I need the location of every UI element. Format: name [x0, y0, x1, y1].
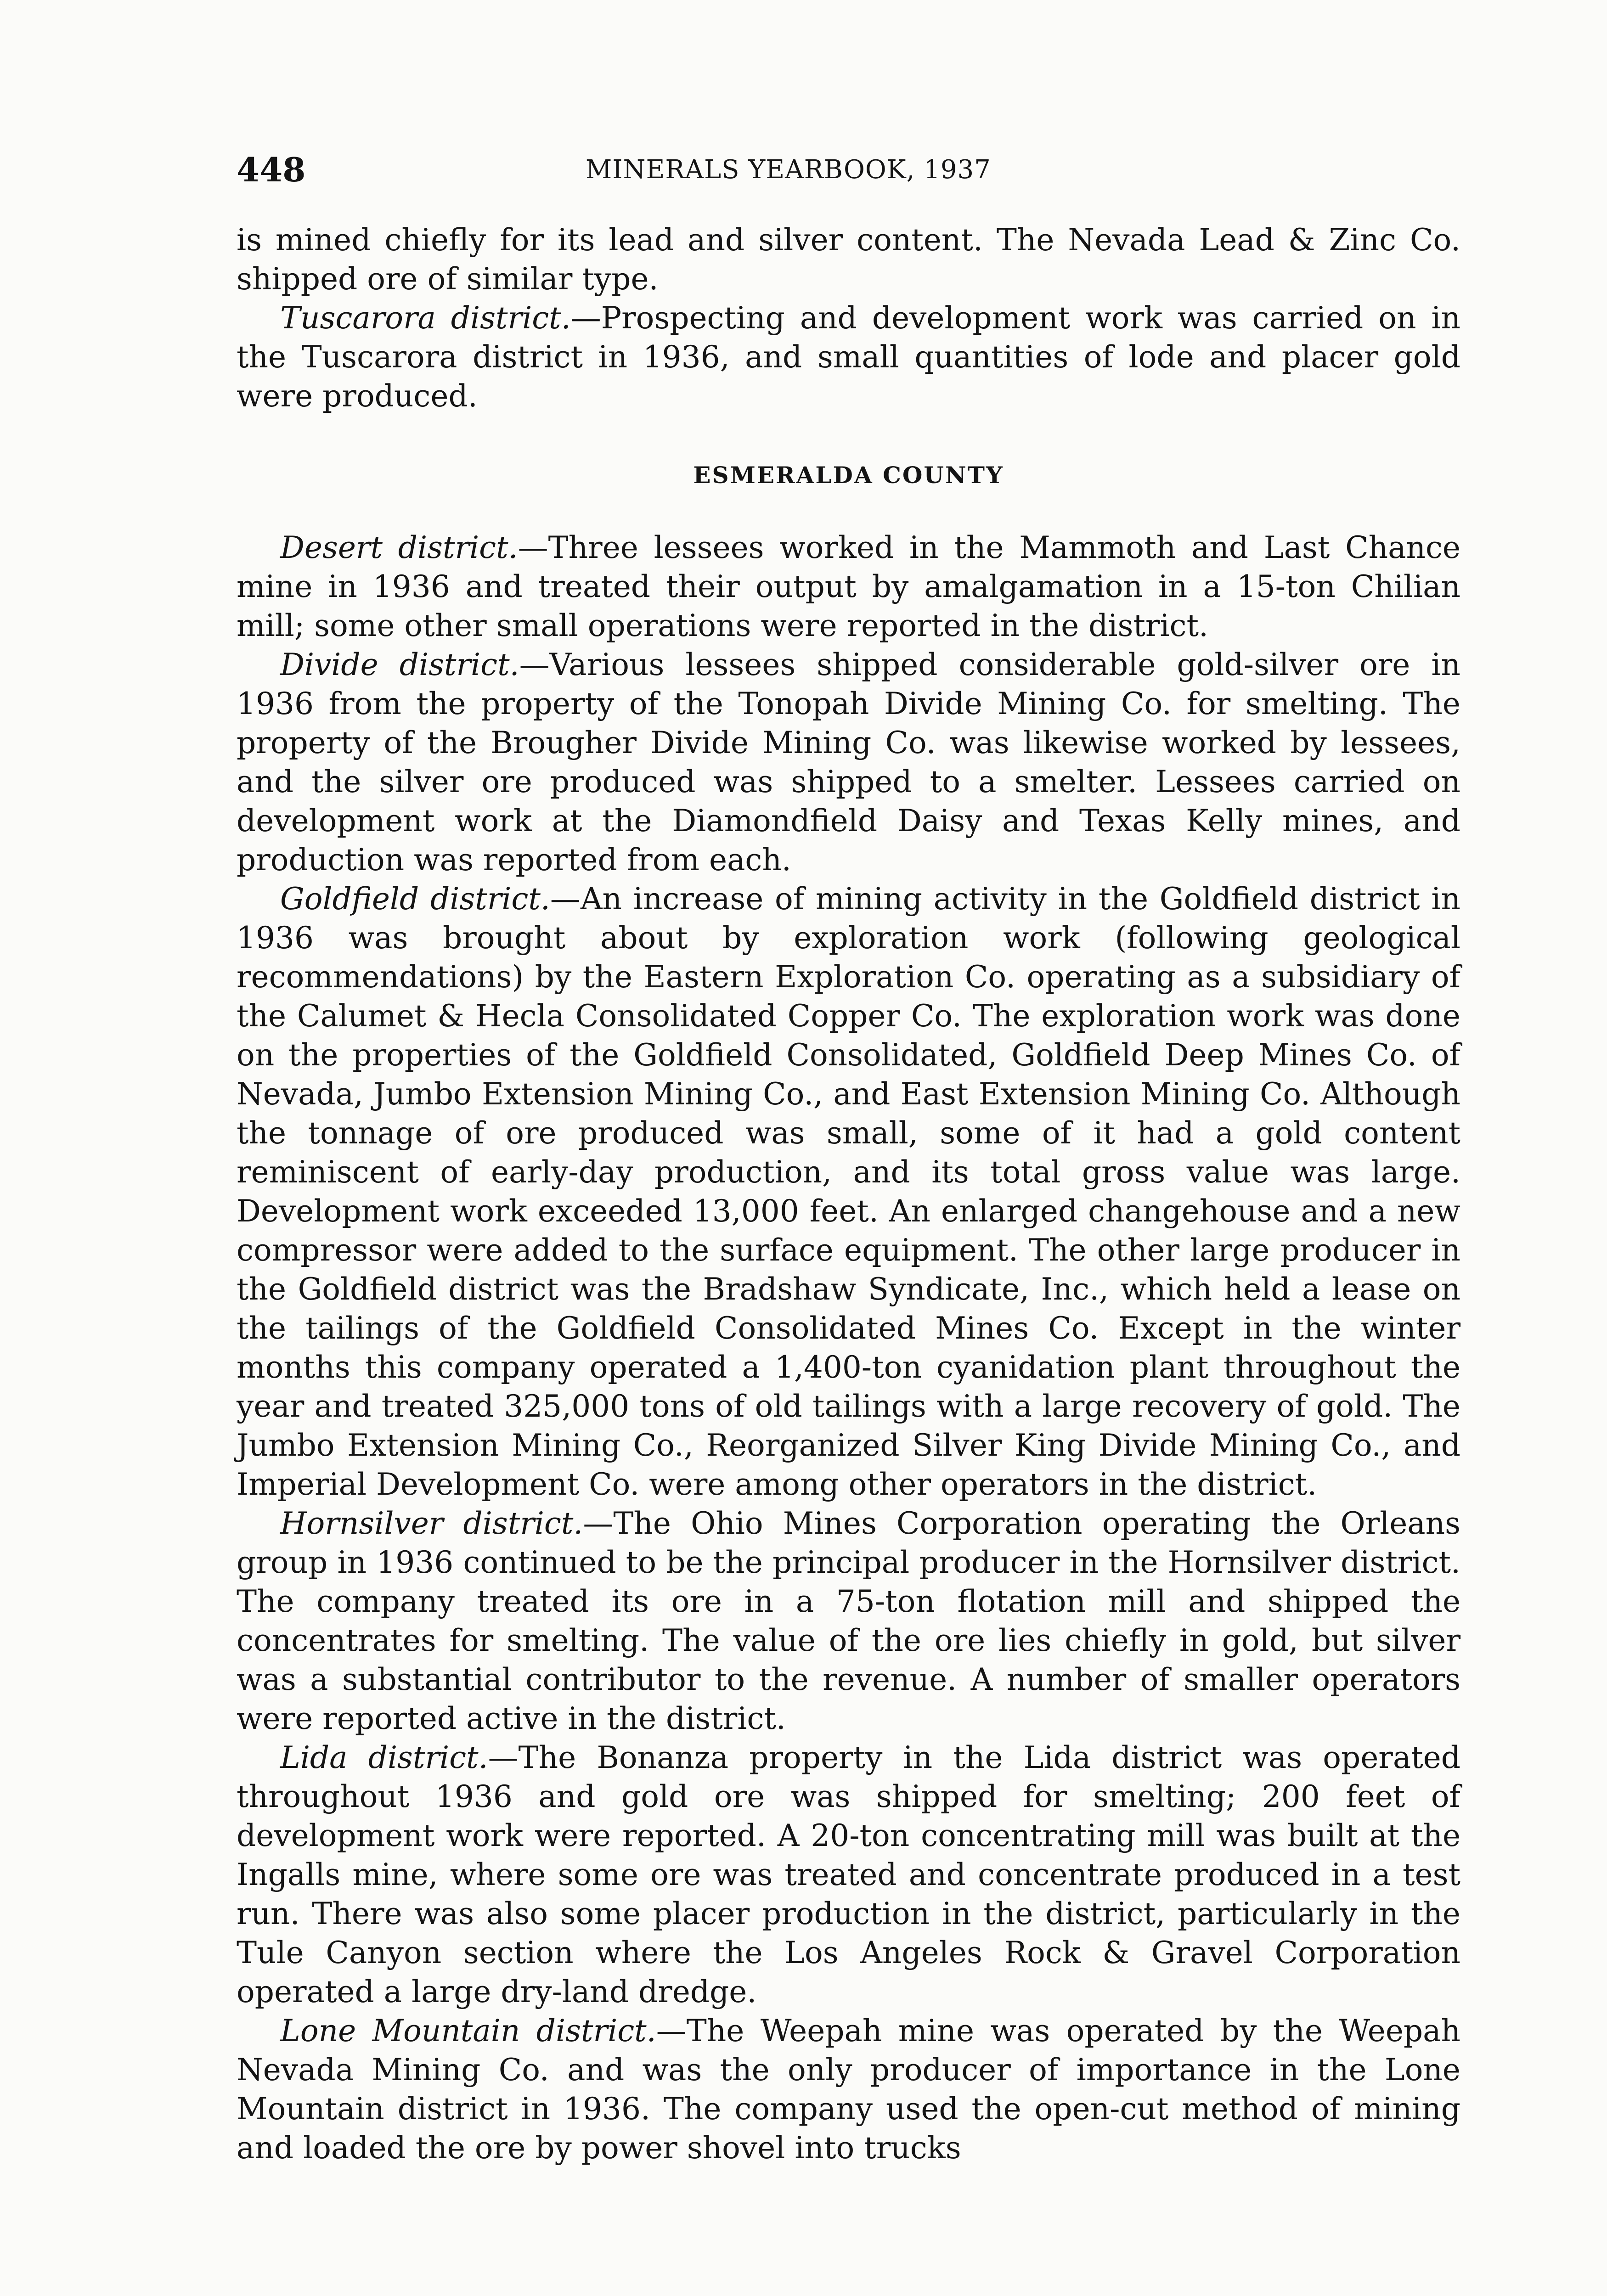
paragraph-text: —Three lessees worked in the Mammoth and Last Chance mine in 1936 and treated their output by amalgamation in a 15-ton Chilian mill; some other small operations were reported in the district.	[237, 530, 1460, 643]
paragraph-text: —An increase of mining activity in the Goldfield district in 1936 was brought about by exploration work (following geological recommendations) by the Eastern Exploration Co. operating as a subsidiary of the Calumet & Hecla Consolidated Copper Co. The exploration work was done on the properties of the Goldfield Consolidated, Goldfield Deep Mines Co. of Nevada, Jumbo Extension Mining Co., and East Extension Mining Co. Although the tonnage of ore produced was small, some of it had a gold content reminiscent of early-day production, and its total gross value was large. Development work exceeded 13,000 feet. An enlarged changehouse and a new compressor were added to the surface equipment. The other large producer in the Goldfield district was the Bradshaw Syndicate, Inc., which held a lease on the tailings of the Goldfield Consolidated Mines Co. Except in the winter months this company operated a 1,400-ton cyanidation plant throughout the year and treated 325,000 tons of old tailings with a large recovery of gold. The Jumbo Extension Mining Co., Reorganized Silver King Divide Mining Co., and Imperial Development Co. were among other operators in the district.	[237, 881, 1460, 1502]
district-heading: Lone Mountain district.	[280, 2013, 656, 2048]
running-title: MINERALS YEARBOOK, 1937	[586, 155, 991, 185]
paragraph-lone-mountain	[237, 2011, 1460, 2167]
district-heading: Goldfield district.	[280, 881, 550, 917]
page-header	[237, 147, 1132, 193]
paragraph-text: —The Weepah mine was operated by the Weepah Nevada Mining Co. and was the only producer of importance in the Lone Mountain district in 1936. The company used the open-cut method of mining and loaded the ore by power shovel into trucks	[237, 2013, 1460, 2166]
paragraph-text: —The Bonanza property in the Lida district was operated throughout 1936 and gold ore was shipped for smelting; 200 feet of development work were reported. A 20-ton concentrating mill was built at the Ingalls mine, where some ore was treated and concentrate produced in a test run. There was also some placer production in the district, particularly in the Tule Canyon section where the Los Angeles Rock & Gravel Corporation operated a large dry-land dredge.	[237, 1740, 1460, 2009]
page-number: 448	[237, 150, 306, 189]
paragraph-hornsilver	[237, 1504, 1460, 1738]
district-heading: Desert district.	[280, 530, 518, 565]
section-heading: ESMERALDA COUNTY	[693, 461, 1004, 489]
paragraph-lida	[237, 1738, 1460, 2011]
continuation-paragraph: is mined chiefly for its lead and silver content. The Nevada Lead & Zinc Co. shipped ore of similar type.	[237, 222, 1460, 297]
district-heading: Divide district.	[280, 647, 519, 682]
district-heading: Lida district.	[280, 1740, 488, 1775]
district-heading: Tuscarora district.	[280, 300, 571, 336]
paragraph-goldfield	[237, 879, 1460, 1504]
district-heading: Hornsilver district.	[280, 1506, 583, 1541]
body-text	[237, 220, 1460, 2167]
paragraph-text: —The Ohio Mines Corporation operating the Orleans group in 1936 continued to be the principal producer in the Hornsilver district. The company treated its ore in a 75-ton flotation mill and shipped the concentrates for smelting. The value of the ore lies chiefly in gold, but silver was a substantial contributor to the revenue. A number of smaller operators were reported active in the district.	[237, 1506, 1460, 1736]
paragraph-text: —Various lessees shipped considerable gold-silver ore in 1936 from the property of the Tonopah Divide Mining Co. for smelting. The property of the Brougher Divide Mining Co. was likewise worked by lessees, and the silver ore produced was shipped to a smelter. Lessees carried on development work at the Diamondfield Daisy and Texas Kelly mines, and production was reported from each.	[237, 647, 1460, 878]
paragraph-tuscarora	[237, 298, 1460, 416]
paragraph-text: —Prospecting and development work was carried on in the Tuscarora district in 1936, and small quantities of lode and placer gold were produced.	[237, 300, 1460, 414]
paragraph-divide	[237, 645, 1460, 879]
paragraph-desert	[237, 528, 1460, 645]
